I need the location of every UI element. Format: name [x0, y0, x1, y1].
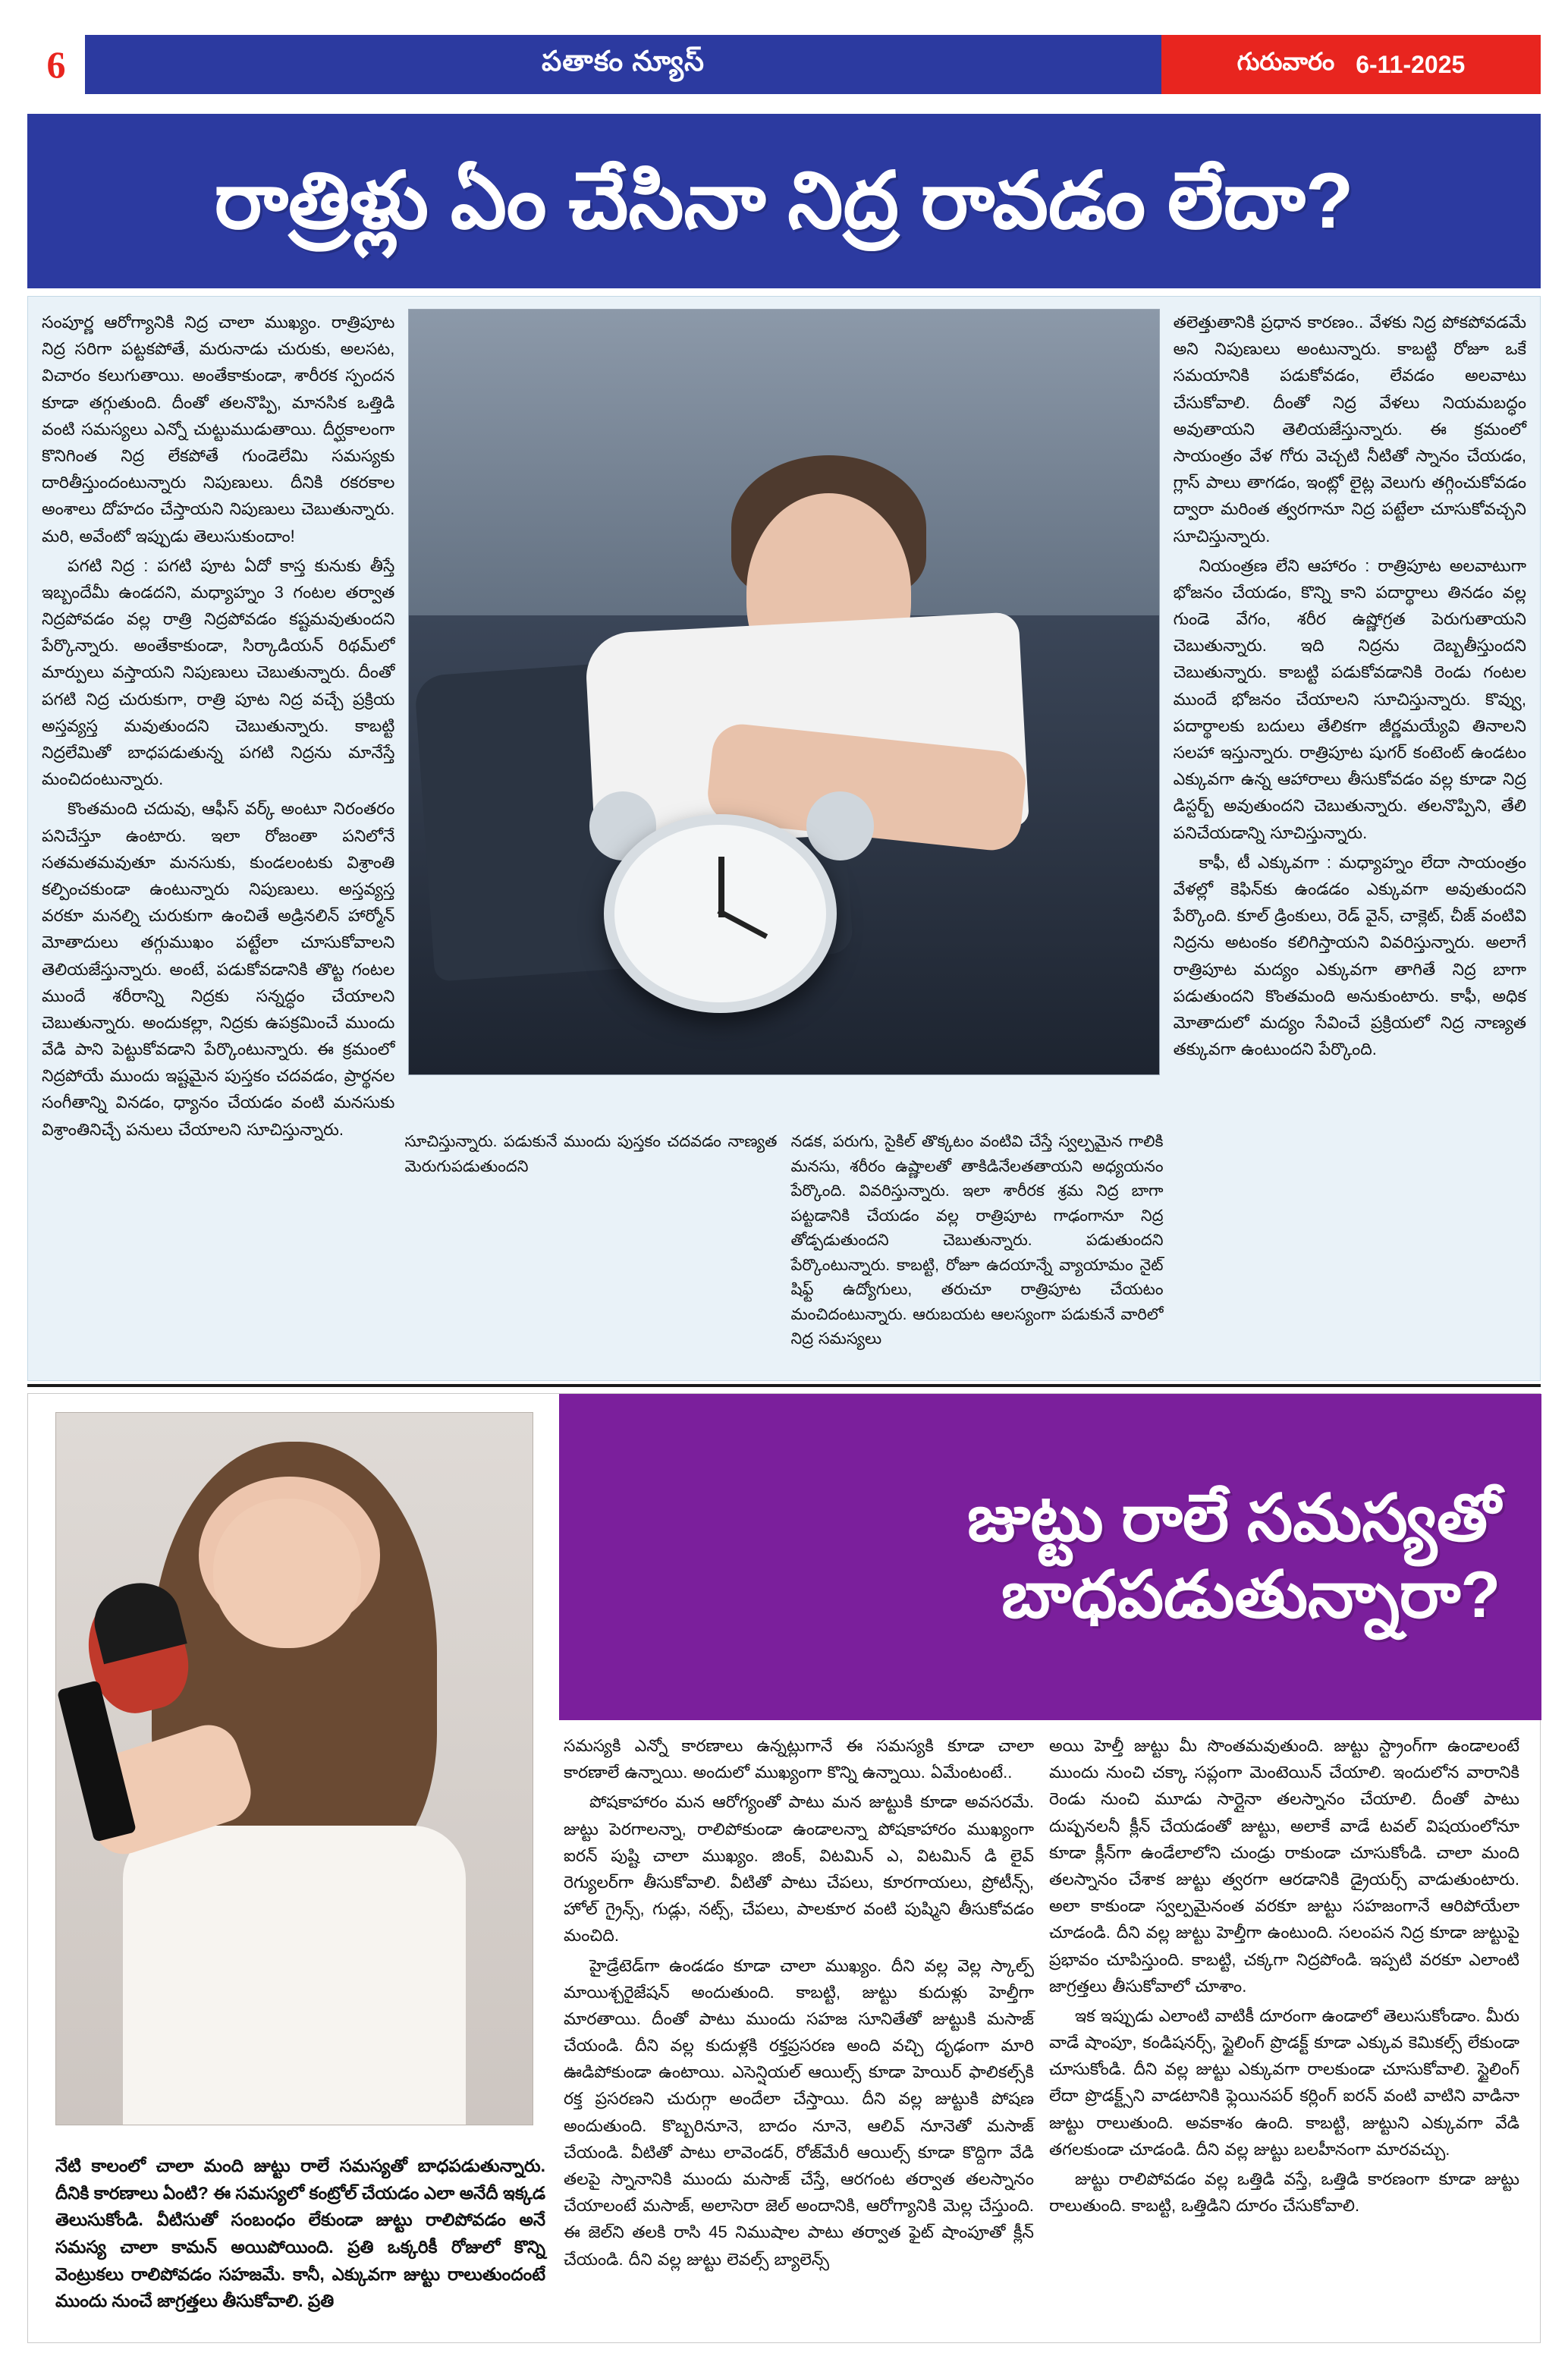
date-label: 6-11-2025 [1356, 50, 1466, 78]
page-number: 6 [27, 35, 85, 94]
story2-article [27, 1393, 1541, 2343]
story2-photo-caption: నేటి కాలంలో చాలా మంది జుట్టు రాలే సమస్యతో బాధపడుతున్నారు. దీనికి కారణాలు ఏంటి? ఈ సమస్యలో కంట్రోల్ చేయడం ఎలా అనేదీ ఇక్కడ తెలుసుకోండి. వీటిసుతో సంబంధం లేకుండా జుట్టు రాలిపోవడం అనే సమస్య చాలా కామన్ అయిపోయింది. ప్రతి ఒక్కరికీ రోజులో కొన్ని వెంట్రుకలు రాలిపోవడం సహజమే. కానీ, ఎక్కువగా జుట్టు రాలుతుందంటే ముందు నుంచే జాగ్రత్తలు తీసుకోవాలి. ప్రతి [55, 2156, 545, 2311]
story1-para: కాఫీ, టీ ఎక్కువగా : మధ్యాహ్నం లేదా సాయంత్రం వేళల్లో కెఫిన్‌కు ఉండడం ఎక్కువగా అవుతుందని పేర్కొంది. కూల్ డ్రింకులు, రెడ్ వైన్, చాక్లెట్, చీజ్ వంటివి నిద్రను అటంకం కలిగిస్తాయని వివరిస్తున్నారు. అలాగే రాత్రిపూట మద్యం ఎక్కువగా తాగితే నిద్ర బాగా పడుతుందని కొంతమంది అనుకుంటారు. కాఫీ, అధిక మోతాదులో మద్యం సేవించే ప్రక్రియలో నిద్ర నాణ్యత తక్కువగా ఉంటుందని పేర్కొంది. [1173, 852, 1526, 1059]
story2-para: హైడ్రేటెడ్‌గా ఉండడం కూడా చాలా ముఖ్యం. దీని వల్ల వెల్ల స్కాల్ప్ మాయిశ్చరైజేషన్ అందుతుంది. కాబట్టి, జుట్టు కుదుళ్లు హెల్తీగా మారతాయి. దీంతో పాటు ముందు సహజ సూనితేతో జుట్టుకి మసాజ్ చేయండి. దీని వల్ల కుదుళ్లకి రక్తప్రసరణ అంది వచ్చి దృఢంగా మారి ఊడిపోకుండా ఉంటాయి. ఎసెన్షియల్ ఆయిల్స్ కూడా హెయిర్ ఫాలికల్స్‌కి రక్త ప్రసరణని చురుగ్గా అందేలా చేస్తాయి. దీని వల్ల జుట్టుకి పోషణ అందుతుంది. కొబ్బరినూనె, బాదం నూనె, ఆలివ్ నూనెతో మసాజ్ చేయండి. వీటితో పాటు లావెండర్, రోజ్‌మేరీ ఆయిల్స్ కూడా కొద్దిగా వేడి తలపై స్నానానికి ముందు మసాజ్ చేస్తే, ఆరగంట తర్వాత తలస్నానం చేయాలంటే మసాజ్, అలాసెరా జెల్ అందానికి, ఆరోగ్యానికి మెల్ల చేస్తుంది. ఈ జెల్‌ని తలకి రాసి 45 నిముషాల పాటు తర్వాత ఫైట్ షాంపూతో క్లీన్ చేయండి. దీని వల్ల జుట్టు లెవల్స్ బ్యాలెన్స్ [564, 1955, 1034, 2269]
story2-column-1 [564, 1732, 1034, 2339]
story1-para: తలెత్తుతానికి ప్రధాన కారణం.. వేళకు నిద్ర పోకపోవడమే అని నిపుణులు అంటున్నారు. కాబట్టి రోజూ ఒకే సమయానికి పడుకోవడం, లేవడం అలవాటు చేసుకోవాలి. దీంతో నిద్ర వేళలు నియమబద్ధం అవుతాయని తెలియజేస్తున్నారు. ఈ క్రమంలో సాయంత్రం వేళ గోరు వెచ్చటి నీటితో స్నానం చేయడం, గ్లాస్ పాలు తాగడం, ఇంట్లో లైట్ల వెలుగు తగ్గించుకోవడం ద్వారా మరింత త్వరగానూ నిద్ర పట్టేలా చూసుకోవచ్చని సూచిస్తున్నారు. [1173, 313, 1526, 546]
story2-photo-column [28, 1394, 559, 2153]
story2-para: ఇక ఇప్పుడు ఎలాంటి వాటికీ దూరంగా ఉండాలో తెలుసుకోండాం. మీరు వాడే షాంపూ, కండిషనర్స్, స్టైలింగ్ ప్రొడక్ట్ కూడా ఎక్కువ కెమికల్స్ లేకుండా చూసుకోండి. దీని వల్ల జుట్టు ఎక్కువగా రాలకుండా చూసుకోవాలి. స్టైలింగ్ లేదా ప్రొడక్ట్స్‌ని వాడటానికి ఫ్లెయినపర్ కర్లింగ్ ఐరన్ వంటి వాటిని వాడినా జుట్టు రాలుతుంది. అవకాశం ఉంది. కాబట్టి, జుట్టుని ఎక్కువగా వేడి తగలకుండా చూడండి. దీని వల్ల జుట్టు బలహీనంగా మారవచ్చు. [1049, 2005, 1519, 2159]
story1-column-1 [42, 309, 395, 1139]
story1-column-3 [1174, 309, 1526, 1121]
story1-photo-column [408, 309, 1159, 1121]
story1-para: పగటి నిద్ర : పగటి పూట ఏదో కాస్త కునుకు తీస్తే ఇబ్బందేమీ ఉండదని, మధ్యాహ్నం 3 గంటల తర్వాత నిద్రపోవడం వల్ల రాత్రి నిద్రపోవడం కష్టమవుతుందని పేర్కొన్నారు. అంతేకాకుండా, సిర్కాడియన్ రిథమ్‌లో మార్పులు వస్తాయని నిపుణులు చెబుతున్నారు. దీంతో పగటి నిద్ర చురుకుగా, రాత్రి పూట నిద్ర వచ్చే ప్రక్రియ అస్తవ్యస్త మవుతుందని చెబుతున్నారు. కాబట్టి నిద్రలేమితో బాధపడుతున్న పగటి నిద్రను మానేస్తే మంచిదంటున్నారు. [42, 555, 395, 789]
story1-caption-column-1 [405, 1130, 778, 1355]
masthead [27, 35, 1541, 94]
story1-headline-banner [27, 114, 1541, 288]
story1-caption-column-2 [791, 1130, 1164, 1355]
story2-para: సమస్యకి ఎన్నో కారణాలు ఉన్నట్లుగానే ఈ సమస్యకి కూడా చాలా కారణాలే ఉన్నాయి. అందులో ముఖ్యంగా కొన్ని ఉన్నాయి. ఏమేంటంటే.. [564, 1736, 1034, 1782]
story2-para: అయి హెల్తీ జుట్టు మీ సొంతమవుతుంది. జుట్టు స్ట్రాంగ్‌గా ఉండాలంటే ముందు నుంచి చక్కా సప్లంగా మెంటెయిన్ చేయాలి. ఇందులోన వారానికి రెండు నుంచి మూడు సార్లైనా తలస్నానం చేయాలి. దీంతో పాటు దుష్పనలనీ క్లీన్ చేయడంతో జుట్టు, అలాకే వాడే టవల్ విషయంలోనూ కూడా క్లీన్‌గా ఉండేలాలోని చుండ్రు రాకుండా చూసుకోండి. చాలా మంది తలస్నానం చేశాక జుట్టు త్వరగా ఆరడానికి డ్రైయర్స్ వాడుతుంటారు. అలా కాకుండా స్వల్పమైనంత వరకూ జుట్టు సహజంగానే ఆరిపోయేలా చూడండి. దీని వల్ల జుట్టు హెల్తీగా ఉంటుంది. సలంపన నిద్ర కూడా జుట్టుపై ప్రభావం చూపిస్తుంది. కాబట్టి, చక్కగా నిద్రపోండి. ఇప్పటి వరకూ ఎలాంటి జాగ్రత్తలు తీసుకోవాలో చూశాం. [1049, 1736, 1519, 1996]
date-block [1161, 35, 1541, 94]
story2-para: జుట్టు రాలిపోవడం వల్ల ఒత్తిడి వస్తే, ఒత్తిడి కారణంగా కూడా జుట్టు రాలుతుంది. కాబట్టి, ఒత్తిడిని దూరం చేసుకోవాలి. [1049, 2169, 1519, 2216]
story1-headline: రాత్రిళ్లు ఏం చేసినా నిద్ర రావడం లేదా? [214, 156, 1354, 245]
story2-headline-line2: బాధపడుతున్నారా? [1001, 1559, 1500, 1631]
story1-para: నియంత్రణ లేని ఆహారం : రాత్రిపూట అలవాటుగా భోజనం చేయడం, కొన్ని కాని పదార్థాలు తినడం వల్ల గుండె వేగం, శరీర ఉష్ణోగ్రత పెరుగుతాయని చెబుతున్నారు. ఇది నిద్రను దెబ్బతీస్తుందని చెబుతున్నారు. కాబట్టి పడుకోవడానికి రెండు గంటల ముందే భోజనం చేయాలని సూచిస్తున్నారు. కొవ్వు, పదార్థాలకు బదులు తేలికగా జీర్ణమయ్యేవి తినాలని సలహా ఇస్తున్నారు. రాత్రిపూట షుగర్ కంటెంట్ ఉండటం ఎక్కువగా ఉన్న ఆహారాలు తీసుకోవడం వల్ల కూడా నిద్ర డిస్టర్బ్ అవుతుందని చెబుతున్నారు. తలనొప్పిని, తేలి పనిచేయడాన్ని సూచిస్తున్నారు. [1173, 555, 1526, 842]
story2-headline-line1: జుట్టు రాలే సమస్యతో [967, 1481, 1500, 1555]
story2-para: పోషకాహారం మన ఆరోగ్యంతో పాటు మన జుట్టుకి కూడా అవసరమే. జుట్టు పెరగాలన్నా, రాలిపోకుండా ఉండాలన్నా పోషకాహారం ముఖ్యంగా ఐరన్ పుష్టి చాలా ముఖ్యం. జింక్, విటమిన్ ఎ, విటమిన్ డి లైవ్ రెగ్యులర్‌గా తీసుకోవాలి. వీటితో పాటు చేపలు, కూరగాయలు, ప్రోటీన్స్, హోల్ గ్రైన్స్, గుడ్లు, నట్స్, చేపలు, పాలకూర వంటి పుష్మిని తీసుకోవడం మంచిది. [564, 1792, 1034, 1946]
story1-para: సంపూర్ణ ఆరోగ్యానికి నిద్ర చాలా ముఖ్యం. రాత్రిపూట నిద్ర సరిగా పట్టకపోతే, మరునాడు చురుకు, అలసట, విచారం కలుగుతాయి. అంతేకాకుండా, శారీరక స్పందన కూడా తగ్గుతుంది. దీంతో తలనొప్పి, మానసిక ఒత్తిడి వంటి సమస్యలు ఎన్నో చుట్టుముడుతాయి. దీర్ఘకాలంగా కొనిగింత నిద్ర లేకపోతే గుండెలేమి సమస్యకు దారితీస్తుందంటున్నారు నిపుణులు. దీనికి రకరకాల అంశాలు దోహదం చేస్తాయని నిపుణులు చెబుతున్నారు. మరి, అవేంటో ఇప్పుడు తెలుసుకుందాం! [42, 313, 395, 546]
section-divider [27, 1384, 1541, 1387]
story1-article [27, 296, 1541, 1381]
story1-caption-text: నడక, పరుగు, సైకిల్ తొక్కటం వంటివి చేస్తే స్వల్పమైన గాలికి మనసు, శరీరం ఉష్ణాలతో తాకిడినేలతతాయని అధ్యయనం పేర్కొంది. వివరిస్తున్నారు. ఇలా శారీరక శ్రమ నిద్ర బాగా పట్టడానికి చేయడం వల్ల రాత్రిపూట గాఢంగానూ నిద్ర తోడ్పడుతుందని చెబుతున్నారు. పడుతుందని పేర్కొంటున్నారు. కాబట్టి, రోజూ ఉదయాన్నే వ్యాయామం నైట్ షిఫ్ట్ ఉద్యోగులు, తరుచూ రాత్రిపూట చేయటం మంచిదంటున్నారు. ఆరుబయట ఆలస్యంగా పడుకునే వారిలో నిద్ర సమస్యలు [790, 1133, 1164, 1348]
story2-photo [55, 1412, 533, 2125]
weekday-label: గురువారం [1236, 47, 1335, 75]
story1-para: కొంతమంది చదువు, ఆఫీస్ వర్క్ అంటూ నిరంతరం పనిచేస్తూ ఉంటారు. ఇలా రోజంతా పనిలోనే సతమతమవుతూ మనసుకు, కుండలంటకు విశ్రాంతి కల్పించకుండా ఉంటున్నారు నిపుణులు. అస్తవ్యస్త వరకూ మనల్ని చురుకుగా ఉంచితే అడ్రినలిన్ హార్మోన్ మోతాదులు తగ్గుముఖం పట్టేలా చూసుకోవాలని తెలియజేస్తున్నారు. అంటే, పడుకోవడానికి తొట్ట గంటల ముందే శరీరాన్ని నిద్రకు సన్నద్ధం చేయాలని చెబుతున్నారు. అందుకల్లా, నిద్రకు ఉపక్రమించే ముందు వేడి పాని పెట్టుకోవడాని పేర్కొంటున్నారు. ఈ క్రమంలో నిద్రపోయే ముందు ఇష్టమైన పుస్తకం చదవడం, ప్రార్థనల సంగీతాన్ని వినడం, ధ్యానం చేయడం వంటి మనసుకు విశ్రాంతినిచ్చే పనులు చేయాలని సూచిస్తున్నారు. [42, 799, 395, 1139]
publication-title: పతాకం న్యూస్ [542, 45, 705, 77]
story2-column-2 [1049, 1732, 1519, 2339]
story1-caption-text: సూచిస్తున్నారు. పడుకునే ముందు పుస్తకం చదవడం నాణ్యత మెరుగుపడుతుందని [404, 1133, 778, 1175]
story1-photo [408, 309, 1159, 1075]
story2-headline-banner [559, 1394, 1541, 1720]
